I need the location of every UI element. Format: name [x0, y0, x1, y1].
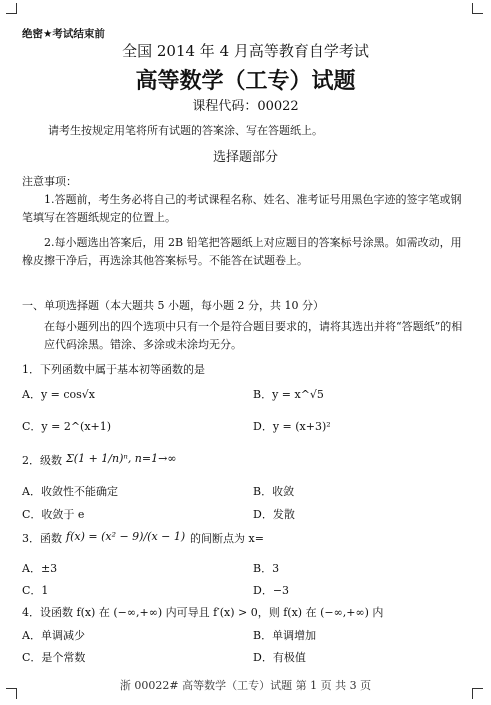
question-4-option-d: D．有极值	[253, 651, 306, 664]
part1-heading: 一、单项选择题（本大题共 5 小题，每小题 2 分，共 10 分）	[22, 299, 324, 312]
question-1-stem: 1．下列函数中属于基本初等函数的是	[22, 363, 205, 376]
instructions-heading: 注意事项：	[22, 175, 77, 188]
question-3-stem-end: 的间断点为 x=	[190, 532, 264, 545]
question-1-option-d: D．y = (x+3)²	[253, 420, 331, 433]
question-3-option-a: A．±3	[22, 562, 58, 575]
exam-title-line1: 全国 2014 年 4 月高等教育自学考试	[122, 42, 369, 60]
question-4-option-b: B．单调增加	[253, 629, 317, 642]
course-code: 课程代码：00022	[192, 99, 299, 114]
page-footer: 浙 00022# 高等数学（工专）试题 第 1 页 共 3 页	[119, 679, 372, 692]
question-4-option-c: C．是个常数	[22, 651, 86, 664]
question-1-option-b: B．y = x^√5	[253, 388, 324, 401]
answer-notice: 请考生按规定用笔将所有试题的答案涂、写在答题纸上。	[48, 124, 323, 137]
part1-description: 在每小题列出的四个选项中只有一个是符合题目要求的，请将其选出并将“答题纸”的相应代码涂黑。错涂、多涂或未涂均无分。	[44, 320, 463, 351]
question-3-option-b: B．3	[253, 562, 280, 575]
question-2-option-b: B．收敛	[253, 485, 295, 498]
exam-title-main: 高等数学（工专）试题	[135, 69, 356, 94]
question-1-option-c: C．y = 2^(x+1)	[22, 420, 112, 433]
question-3-option-d: D．−3	[253, 584, 290, 597]
question-1-option-a: A．y = cos√x	[22, 388, 96, 401]
question-2-stem: 2．级数	[22, 454, 62, 467]
question-3-stem: 3．函数	[22, 532, 62, 545]
question-4-option-a: A．单调减少	[22, 629, 85, 642]
corner-mark-top-left	[6, 3, 17, 14]
question-2-option-a: A．收敛性不能确定	[22, 485, 118, 498]
question-2-series: Σ(1 + 1/n)ⁿ, n=1→∞	[66, 452, 177, 465]
question-4-stem: 4．设函数 f(x) 在 (−∞,+∞) 内可导且 f′(x) > 0，则 f(x) 在 (−∞,+∞) 内	[22, 606, 384, 619]
confidential-label: 绝密★考试结束前	[22, 28, 105, 40]
question-3-option-c: C．1	[22, 584, 49, 597]
instruction-item-1: 1.答题前，考生务必将自己的考试课程名称、姓名、准考证号用黑色字迹的签字笔或钢笔填写在答题纸规定的位置上。	[22, 193, 462, 224]
corner-mark-top-right	[472, 3, 483, 14]
section-title: 选择题部分	[212, 150, 278, 165]
question-2-option-d: D．发散	[253, 508, 295, 521]
question-3-function: f(x) = (x² − 9)/(x − 1)	[66, 530, 186, 543]
instruction-item-2: 2.每小题选出答案后，用 2B 铅笔把答题纸上对应题目的答案标号涂黑。如需改动，用橡皮擦干净后，再选涂其他答案标号。不能答在试题卷上。	[22, 236, 462, 267]
question-2-option-c: C．收敛于 e	[22, 508, 85, 521]
